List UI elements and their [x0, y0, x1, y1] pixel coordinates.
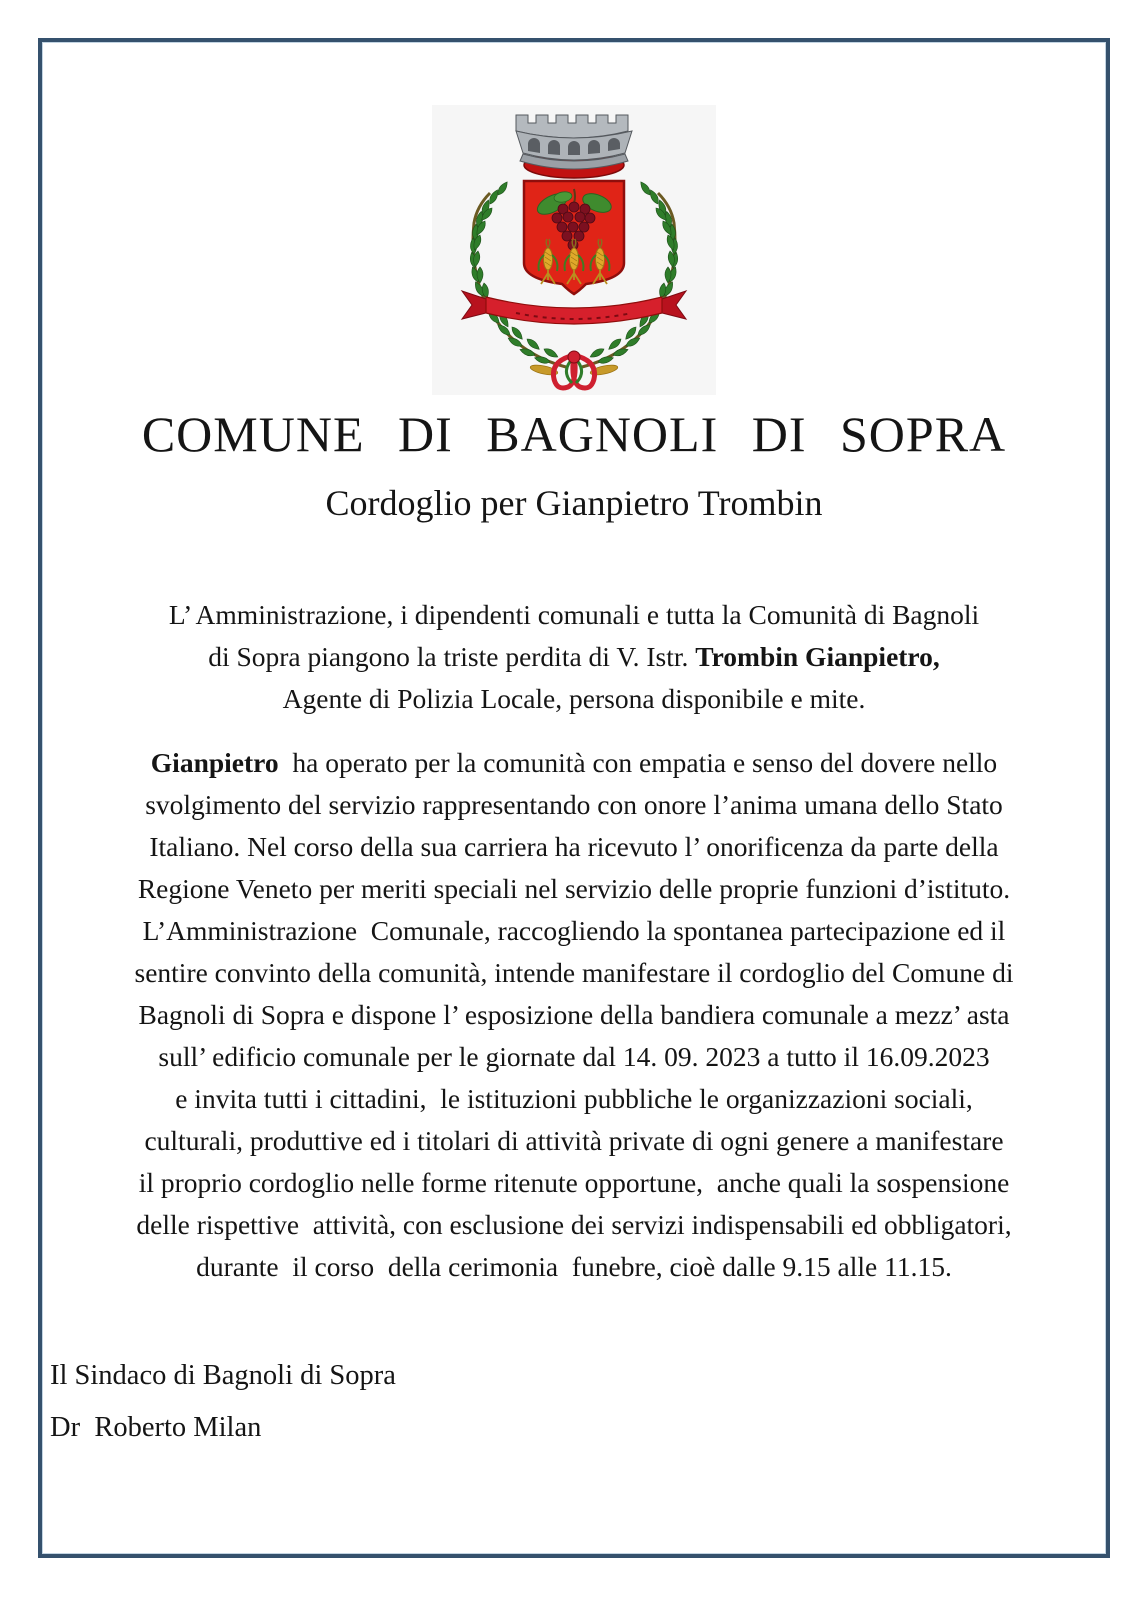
text-line: sentire convinto della comunità, intende manifestare il cordoglio del Comune di [134, 956, 1014, 988]
text-line: Gianpietro ha operato per la comunità con empatia e senso del dovere nello [150, 746, 998, 778]
text-line: delle rispettive attività, con esclusione dei servizi indispensabili ed obbligatori, [136, 1208, 1012, 1240]
text-line: di Sopra piangono la triste perdita di V. Istr. Trombin Gianpietro, [208, 640, 940, 672]
text-line: durante il corso della cerimonia funebre, cioè dalle 9.15 alle 11.15. [196, 1250, 952, 1282]
document-title: COMUNE DI BAGNOLI DI SOPRA [141, 406, 1007, 462]
document-content [42, 42, 1106, 1554]
signature-role: Il Sindaco di Bagnoli di Sopra [50, 1359, 396, 1391]
municipal-crest-image [432, 105, 716, 395]
signature-name: Dr Roberto Milan [50, 1411, 262, 1443]
text-line: il proprio cordoglio nelle forme ritenute opportune, anche quali la sospensione [138, 1166, 1010, 1198]
ribbon-bow [553, 351, 594, 388]
text-line: Regione Veneto per meriti speciali nel servizio delle proprie funzioni d’istituto. [137, 872, 1011, 904]
text-line: Bagnoli di Sopra e dispone l’ esposizione della bandiera comunale a mezz’ asta [138, 998, 1010, 1030]
document-subtitle: Cordoglio per Gianpietro Trombin [325, 483, 823, 523]
text-line: sull’ edificio comunale per le giornate dal 14. 09. 2023 a tutto il 16.09.2023 [158, 1040, 990, 1072]
mural-crown [516, 115, 632, 178]
paragraph-intro [169, 594, 979, 720]
text-line: L’Amministrazione Comunale, raccogliendo la spontanea partecipazione ed il [142, 914, 1006, 946]
coat-of-arms-icon [432, 105, 716, 395]
text-line: Agente di Polizia Locale, persona disponibile e mite. [282, 682, 866, 714]
text-line: culturali, produttive ed i titolari di attività private di ogni genere a manifestare [144, 1124, 1004, 1156]
signature-block [50, 1350, 396, 1454]
text-line: e invita tutti i cittadini, le istituzioni pubbliche le organizzazioni sociali, [175, 1082, 973, 1114]
text-line: L’ Amministrazione, i dipendenti comunali e tutta la Comunità di Bagnoli [168, 598, 980, 630]
text-line: Italiano. Nel corso della sua carriera ha ricevuto l’ onorificenza da parte della [149, 830, 999, 862]
page-border [38, 38, 1110, 1558]
paragraph-main [135, 742, 1014, 1288]
text-line: svolgimento del servizio rappresentando con onore l’anima umana dello Stato [145, 788, 1003, 820]
